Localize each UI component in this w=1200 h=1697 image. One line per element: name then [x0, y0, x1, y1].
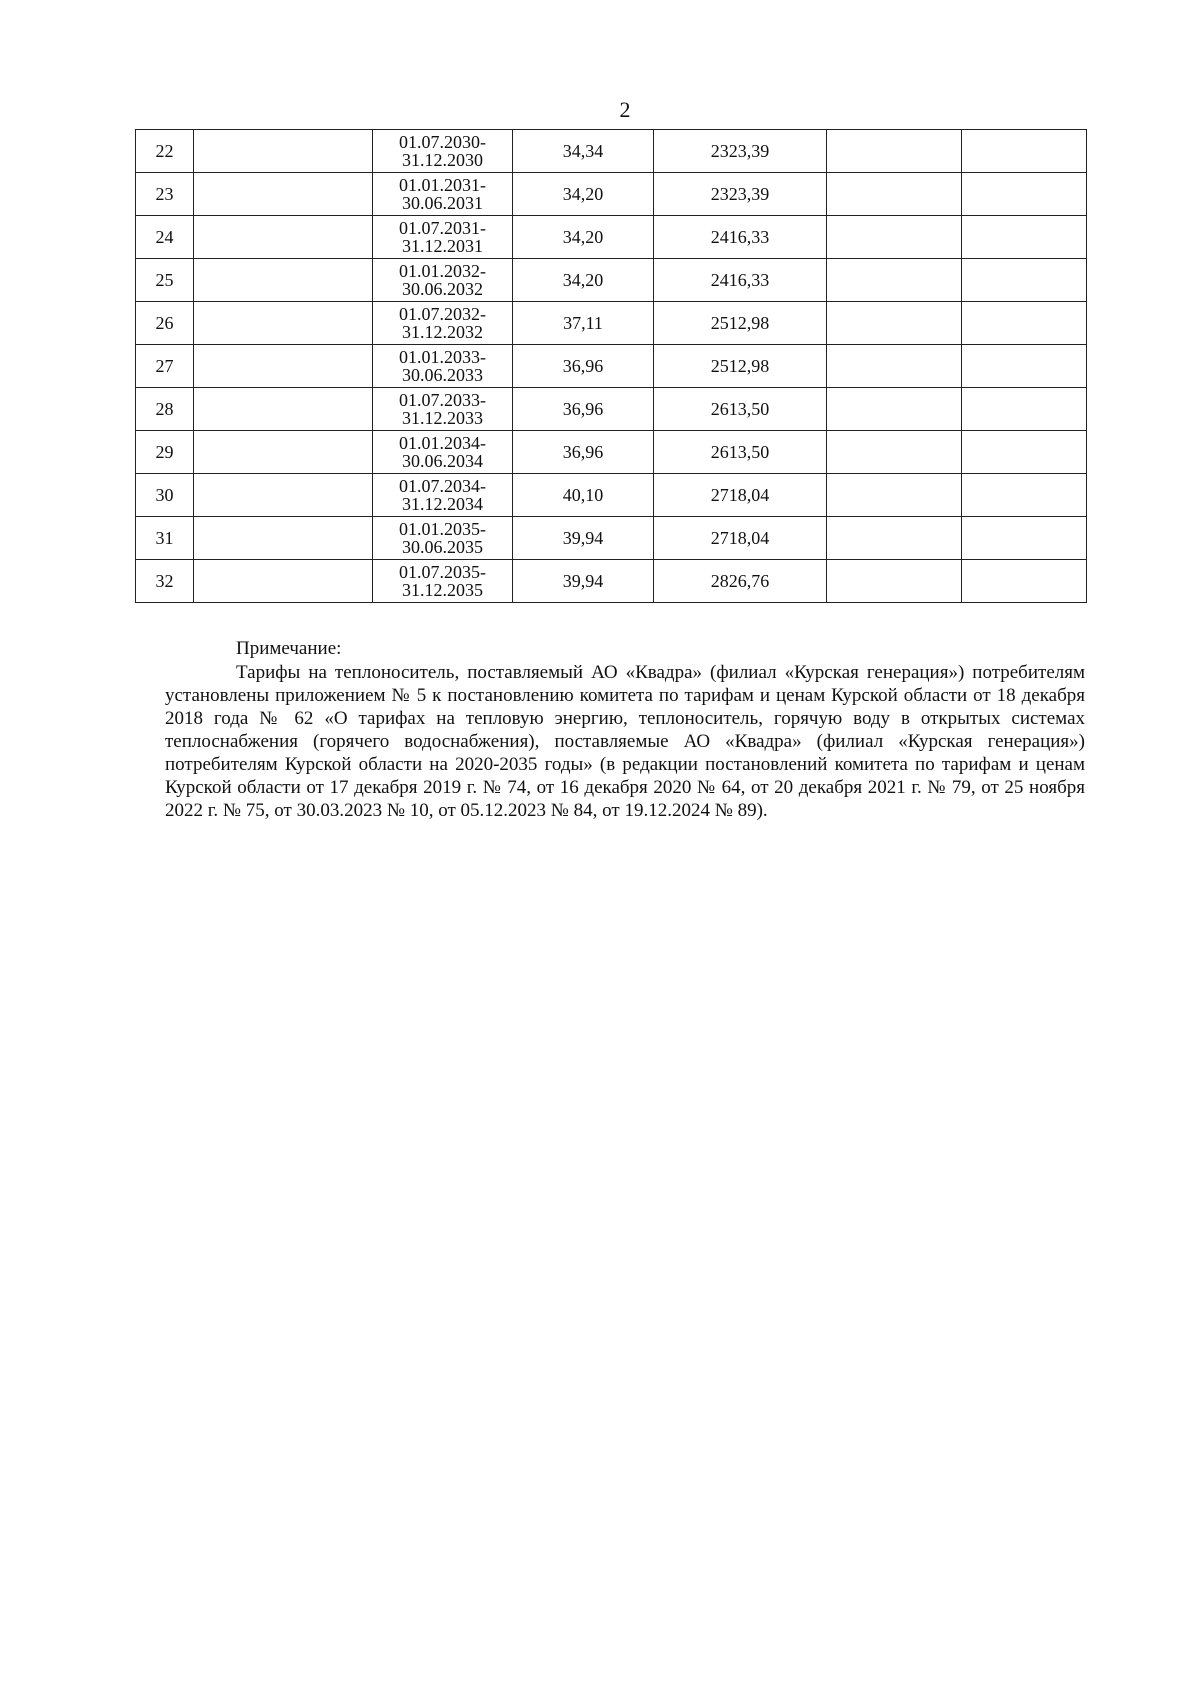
empty-cell — [962, 130, 1087, 173]
period-end: 31.12.2033 — [402, 408, 483, 428]
period-start: 01.07.2035- — [399, 562, 486, 582]
tariff-value-cell: 40,10 — [513, 474, 654, 517]
tariff-value-vat-cell: 2826,76 — [654, 560, 827, 603]
row-number-cell: 23 — [136, 173, 194, 216]
period-end: 31.12.2034 — [402, 494, 483, 514]
tariff-value-cell: 39,94 — [513, 560, 654, 603]
empty-cell — [962, 388, 1087, 431]
tariff-value-cell: 34,34 — [513, 130, 654, 173]
period-cell — [373, 388, 513, 431]
empty-cell — [827, 345, 962, 388]
empty-cell — [962, 560, 1087, 603]
tariff-table-body — [136, 130, 1087, 603]
consumer-cell — [194, 216, 373, 259]
tariff-value-cell: 34,20 — [513, 259, 654, 302]
consumer-cell — [194, 259, 373, 302]
period-end: 30.06.2032 — [402, 279, 483, 299]
tariff-value-vat-cell: 2323,39 — [654, 130, 827, 173]
empty-cell — [827, 517, 962, 560]
consumer-cell — [194, 517, 373, 560]
table-row — [136, 302, 1087, 345]
period-cell — [373, 173, 513, 216]
consumer-cell — [194, 302, 373, 345]
empty-cell — [827, 216, 962, 259]
empty-cell — [962, 216, 1087, 259]
period-start: 01.01.2031- — [399, 175, 486, 195]
row-number-cell: 27 — [136, 345, 194, 388]
note-label: Примечание: — [236, 638, 342, 659]
empty-cell — [962, 302, 1087, 345]
tariff-table — [135, 129, 1087, 603]
row-number-cell: 29 — [136, 431, 194, 474]
empty-cell — [962, 517, 1087, 560]
period-start: 01.01.2033- — [399, 347, 486, 367]
period-start: 01.07.2031- — [399, 218, 486, 238]
tariff-value-cell: 34,20 — [513, 173, 654, 216]
tariff-value-vat-cell: 2323,39 — [654, 173, 827, 216]
consumer-cell — [194, 560, 373, 603]
consumer-cell — [194, 173, 373, 216]
consumer-cell — [194, 474, 373, 517]
period-start: 01.01.2034- — [399, 433, 486, 453]
empty-cell — [962, 431, 1087, 474]
empty-cell — [827, 130, 962, 173]
tariff-value-cell: 36,96 — [513, 388, 654, 431]
period-end: 31.12.2030 — [402, 150, 483, 170]
period-start: 01.01.2032- — [399, 261, 486, 281]
tariff-value-cell: 36,96 — [513, 345, 654, 388]
empty-cell — [827, 302, 962, 345]
tariff-value-cell: 39,94 — [513, 517, 654, 560]
empty-cell — [827, 173, 962, 216]
period-start: 01.01.2035- — [399, 519, 486, 539]
period-cell — [373, 345, 513, 388]
table-row — [136, 517, 1087, 560]
period-cell — [373, 130, 513, 173]
consumer-cell — [194, 431, 373, 474]
empty-cell — [827, 259, 962, 302]
empty-cell — [827, 388, 962, 431]
period-start: 01.07.2032- — [399, 304, 486, 324]
period-end: 30.06.2033 — [402, 365, 483, 385]
empty-cell — [962, 345, 1087, 388]
period-end: 31.12.2035 — [402, 580, 483, 600]
row-number-cell: 24 — [136, 216, 194, 259]
table-row — [136, 474, 1087, 517]
period-end: 31.12.2032 — [402, 322, 483, 342]
table-row — [136, 130, 1087, 173]
consumer-cell — [194, 130, 373, 173]
empty-cell — [827, 474, 962, 517]
period-cell — [373, 517, 513, 560]
row-number-cell: 30 — [136, 474, 194, 517]
row-number-cell: 28 — [136, 388, 194, 431]
period-start: 01.07.2033- — [399, 390, 486, 410]
table-row — [136, 560, 1087, 603]
empty-cell — [827, 560, 962, 603]
period-start: 01.07.2034- — [399, 476, 486, 496]
tariff-value-cell: 36,96 — [513, 431, 654, 474]
table-row — [136, 388, 1087, 431]
empty-cell — [827, 431, 962, 474]
tariff-value-vat-cell: 2613,50 — [654, 388, 827, 431]
period-end: 31.12.2031 — [402, 236, 483, 256]
table-row — [136, 216, 1087, 259]
table-row — [136, 173, 1087, 216]
empty-cell — [962, 173, 1087, 216]
consumer-cell — [194, 345, 373, 388]
row-number-cell: 25 — [136, 259, 194, 302]
tariff-value-cell: 37,11 — [513, 302, 654, 345]
tariff-value-vat-cell: 2613,50 — [654, 431, 827, 474]
tariff-value-vat-cell: 2718,04 — [654, 474, 827, 517]
period-cell — [373, 431, 513, 474]
period-cell — [373, 474, 513, 517]
period-end: 30.06.2031 — [402, 193, 483, 213]
period-cell — [373, 302, 513, 345]
table-row — [136, 259, 1087, 302]
consumer-cell — [194, 388, 373, 431]
empty-cell — [962, 474, 1087, 517]
tariff-value-vat-cell: 2512,98 — [654, 302, 827, 345]
tariff-value-vat-cell: 2416,33 — [654, 216, 827, 259]
period-end: 30.06.2035 — [402, 537, 483, 557]
tariff-value-vat-cell: 2512,98 — [654, 345, 827, 388]
empty-cell — [962, 259, 1087, 302]
tariff-value-vat-cell: 2416,33 — [654, 259, 827, 302]
table-row — [136, 345, 1087, 388]
row-number-cell: 32 — [136, 560, 194, 603]
row-number-cell: 22 — [136, 130, 194, 173]
row-number-cell: 31 — [136, 517, 194, 560]
period-cell — [373, 216, 513, 259]
period-start: 01.07.2030- — [399, 132, 486, 152]
period-cell — [373, 259, 513, 302]
page-number: 2 — [619, 97, 631, 122]
tariff-value-cell: 34,20 — [513, 216, 654, 259]
period-cell — [373, 560, 513, 603]
table-row — [136, 431, 1087, 474]
row-number-cell: 26 — [136, 302, 194, 345]
period-end: 30.06.2034 — [402, 451, 483, 471]
tariff-value-vat-cell: 2718,04 — [654, 517, 827, 560]
note-text: Тарифы на теплоноситель, поставляемый АО «Квадра» (филиал «Курская генерация») потребителям установлены приложением № 5 к постановлению комитета по тарифам и ценам Курской области от 18 декабря 2018 года № 62 «О тарифах на тепловую энергию, теплоноситель, горячую воду в открытых системах теплоснабжения (горячего водоснабжения), поставляемые АО «Квадра» (филиал «Курская генерация») потребителям Курской области на 2020-2035 годы» (в редакции постановлений комитета по тарифам и ценам Курской области от 17 декабря 2019 г. № 74, от 16 декабря 2020 № 64, от 20 декабря 2021 г. № 79, от 25 ноября 2022 г. № 75, от 30.03.2023 № 10, от 05.12.2023 № 84, от 19.12.2024 № 89). — [165, 662, 1085, 821]
